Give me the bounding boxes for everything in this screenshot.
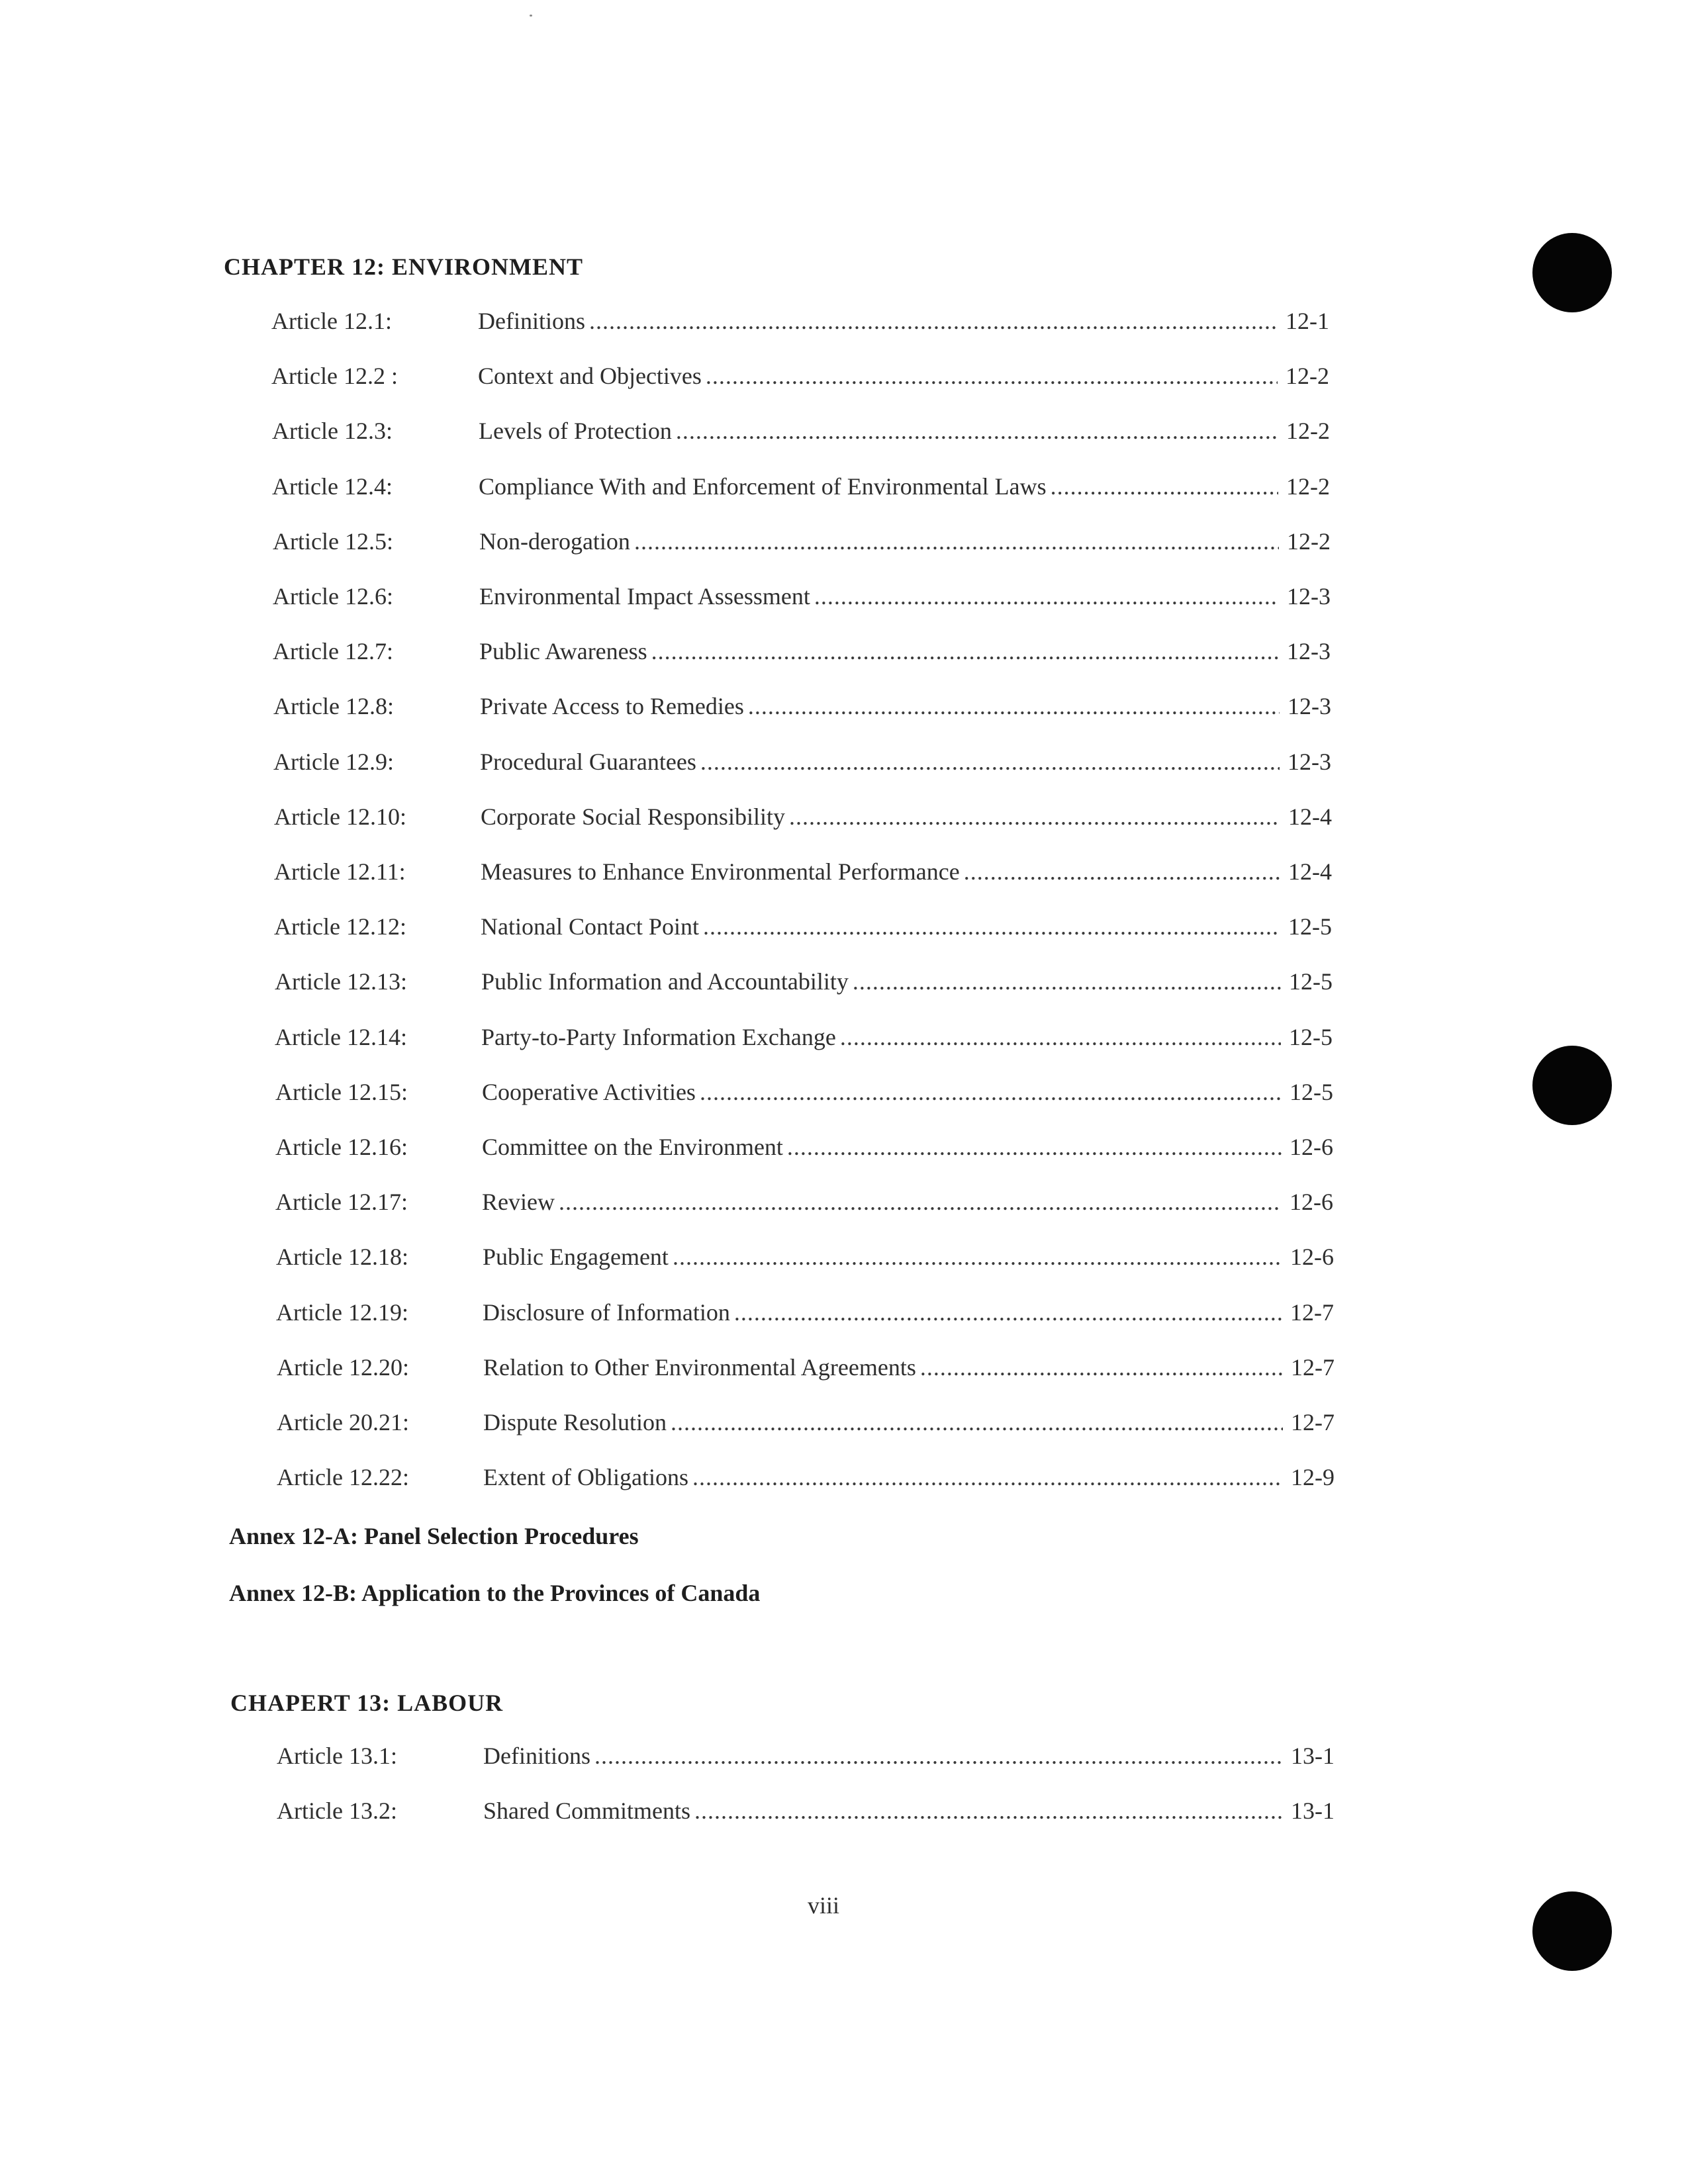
- toc-row: [275, 968, 1340, 1001]
- punch-hole-top: [1532, 233, 1612, 312]
- toc-entry: [482, 1133, 1341, 1161]
- toc-entry: [483, 1353, 1342, 1381]
- dot-leader: [840, 1023, 1281, 1051]
- page-reference: 12-7: [1290, 1299, 1334, 1326]
- page-reference: 12-3: [1287, 638, 1331, 664]
- article-title: Shared Commitments: [483, 1797, 690, 1824]
- article-number: Article 12.12:: [274, 913, 406, 940]
- dot-leader: [748, 692, 1280, 720]
- toc-row: [277, 1408, 1342, 1441]
- article-title: Definitions: [478, 308, 585, 334]
- page-reference: 12-6: [1290, 1244, 1334, 1270]
- article-number: Article 12.16:: [275, 1134, 408, 1160]
- article-title: Definitions: [483, 1743, 590, 1769]
- page-reference: 12-5: [1289, 1024, 1333, 1050]
- toc-entry: [483, 1463, 1342, 1491]
- toc-row: [277, 1463, 1342, 1496]
- article-title: Cooperative Activities: [482, 1079, 696, 1105]
- article-title: Relation to Other Environmental Agreements: [483, 1354, 916, 1381]
- toc-entry: [483, 1243, 1342, 1271]
- article-number: Article 12.4:: [272, 473, 393, 500]
- toc-row: [275, 1078, 1341, 1111]
- toc-row: [277, 1742, 1342, 1775]
- article-title: Disclosure of Information: [483, 1299, 730, 1326]
- page-reference: 12-5: [1289, 968, 1333, 995]
- dot-leader: [694, 1797, 1283, 1825]
- article-number: Article 12.17:: [275, 1189, 408, 1215]
- page-reference: 12-6: [1289, 1189, 1333, 1215]
- page-reference: 12-3: [1288, 693, 1331, 719]
- article-title: Context and Objectives: [478, 363, 702, 389]
- toc-row: [276, 1298, 1342, 1332]
- dot-leader: [559, 1188, 1282, 1216]
- toc-entry: [481, 803, 1340, 831]
- article-number: Article 12.8:: [273, 693, 394, 719]
- toc-row: [274, 858, 1340, 891]
- page-reference: 12-3: [1287, 583, 1331, 610]
- toc-row: [274, 913, 1340, 946]
- toc-entry: [483, 1408, 1342, 1436]
- dot-leader: [734, 1298, 1282, 1326]
- dot-leader: [853, 968, 1281, 995]
- article-title: Corporate Social Responsibility: [481, 803, 785, 830]
- page-reference: 12-4: [1288, 858, 1332, 885]
- article-number: Article 12.20:: [277, 1354, 409, 1381]
- toc-row: [271, 362, 1337, 395]
- toc-row: [273, 527, 1338, 561]
- article-number: Article 12.19:: [276, 1299, 408, 1326]
- chapter-13-heading: CHAPERT 13: LABOUR: [230, 1690, 504, 1716]
- dot-leader: [589, 307, 1278, 335]
- article-number: Article 12.18:: [276, 1244, 408, 1270]
- toc-entry: [481, 968, 1340, 995]
- page-reference: 12-5: [1288, 913, 1332, 940]
- toc-row: [275, 1188, 1341, 1221]
- article-title: Public Engagement: [483, 1244, 669, 1270]
- dot-leader: [814, 582, 1279, 610]
- article-title: Party-to-Party Information Exchange: [481, 1024, 836, 1050]
- page-number: viii: [808, 1892, 840, 1919]
- toc-entry: [483, 1298, 1342, 1326]
- article-number: Article 12.6:: [273, 583, 393, 610]
- page-reference: 12-7: [1291, 1409, 1335, 1435]
- dot-leader: [700, 748, 1280, 776]
- article-number: Article 12.3:: [272, 418, 393, 444]
- dot-leader: [700, 1078, 1282, 1106]
- dot-leader: [920, 1353, 1283, 1381]
- dot-leader: [706, 362, 1278, 390]
- article-number: Article 12.1:: [271, 308, 392, 334]
- toc-row: [275, 1023, 1340, 1056]
- article-title: Extent of Obligations: [483, 1464, 688, 1490]
- dot-leader: [634, 527, 1279, 555]
- punch-hole-bottom: [1532, 1891, 1612, 1971]
- article-title: Measures to Enhance Environmental Performance: [481, 858, 960, 885]
- annex-12-a-heading: Annex 12-A: Panel Selection Procedures: [229, 1523, 639, 1549]
- page-reference: 12-9: [1291, 1464, 1335, 1490]
- article-number: Article 12.13:: [275, 968, 407, 995]
- article-title: Public Awareness: [479, 638, 647, 664]
- toc-entry: [483, 1797, 1342, 1825]
- toc-entry: [480, 692, 1339, 720]
- article-title: Non-derogation: [479, 528, 630, 555]
- article-number: Article 12.22:: [277, 1464, 409, 1490]
- toc-entry: [483, 1742, 1342, 1770]
- toc-row: [273, 582, 1338, 615]
- article-number: Article 20.21:: [277, 1409, 409, 1435]
- dot-leader: [594, 1742, 1283, 1770]
- page-reference: 12-1: [1286, 308, 1329, 334]
- toc-entry: [479, 473, 1338, 500]
- article-title: Procedural Guarantees: [480, 749, 696, 775]
- toc-entry: [482, 1188, 1341, 1216]
- page-reference: 12-2: [1286, 473, 1330, 500]
- toc-entry: [478, 307, 1337, 335]
- article-number: Article 12.15:: [275, 1079, 408, 1105]
- toc-row: [273, 748, 1339, 781]
- toc-entry: [481, 1023, 1340, 1051]
- page-reference: 12-2: [1286, 418, 1330, 444]
- toc-row: [271, 307, 1337, 340]
- dot-leader: [1051, 473, 1278, 500]
- toc-entry: [479, 637, 1338, 665]
- toc-entry: [478, 362, 1337, 390]
- article-number: Article 12.9:: [273, 749, 394, 775]
- toc-row: [275, 1133, 1341, 1166]
- dot-leader: [787, 1133, 1282, 1161]
- page-reference: 12-2: [1286, 363, 1329, 389]
- article-number: Article 13.1:: [277, 1743, 397, 1769]
- page-reference: 12-6: [1289, 1134, 1333, 1160]
- dot-leader: [673, 1243, 1282, 1271]
- dot-leader: [703, 913, 1280, 940]
- toc-row: [277, 1353, 1342, 1387]
- page-reference: 12-3: [1288, 749, 1331, 775]
- toc-entry: [482, 1078, 1341, 1106]
- article-title: Levels of Protection: [479, 418, 672, 444]
- page-reference: 12-2: [1287, 528, 1331, 555]
- dot-leader: [789, 803, 1280, 831]
- toc-row: [273, 692, 1339, 725]
- toc-row: [273, 637, 1338, 670]
- dot-leader: [964, 858, 1280, 886]
- toc-entry: [479, 582, 1338, 610]
- page-reference: 13-1: [1291, 1743, 1335, 1769]
- toc-entry: [479, 527, 1338, 555]
- article-number: Article 13.2:: [277, 1797, 397, 1824]
- toc-row: [272, 473, 1338, 506]
- article-title: Private Access to Remedies: [480, 693, 744, 719]
- chapter-12-heading: CHAPTER 12: ENVIRONMENT: [224, 253, 584, 280]
- article-number: Article 12.10:: [274, 803, 406, 830]
- article-number: Article 12.7:: [273, 638, 393, 664]
- article-title: National Contact Point: [481, 913, 699, 940]
- punch-hole-middle: [1532, 1046, 1612, 1125]
- article-title: Compliance With and Enforcement of Environmental Laws: [479, 473, 1047, 500]
- dot-leader: [671, 1408, 1283, 1436]
- page-reference: 13-1: [1291, 1797, 1335, 1824]
- article-title: Dispute Resolution: [483, 1409, 667, 1435]
- toc-row: [277, 1797, 1342, 1830]
- annex-12-b-heading: Annex 12-B: Application to the Provinces of Canada: [229, 1580, 761, 1606]
- article-title: Committee on the Environment: [482, 1134, 783, 1160]
- scan-speck: [530, 15, 532, 17]
- page-reference: 12-7: [1291, 1354, 1335, 1381]
- toc-row: [276, 1243, 1342, 1276]
- article-title: Environmental Impact Assessment: [479, 583, 810, 610]
- page-reference: 12-5: [1289, 1079, 1333, 1105]
- dot-leader: [676, 417, 1278, 445]
- article-number: Article 12.2 :: [271, 363, 398, 389]
- article-title: Review: [482, 1189, 555, 1215]
- toc-row: [274, 803, 1340, 836]
- toc-entry: [481, 858, 1340, 886]
- dot-leader: [692, 1463, 1283, 1491]
- article-number: Article 12.5:: [273, 528, 393, 555]
- toc-entry: [481, 913, 1340, 940]
- dot-leader: [651, 637, 1279, 665]
- page-reference: 12-4: [1288, 803, 1332, 830]
- article-number: Article 12.14:: [275, 1024, 407, 1050]
- article-title: Public Information and Accountability: [481, 968, 849, 995]
- toc-entry: [479, 417, 1338, 445]
- toc-row: [272, 417, 1338, 450]
- toc-entry: [480, 748, 1339, 776]
- article-number: Article 12.11:: [274, 858, 406, 885]
